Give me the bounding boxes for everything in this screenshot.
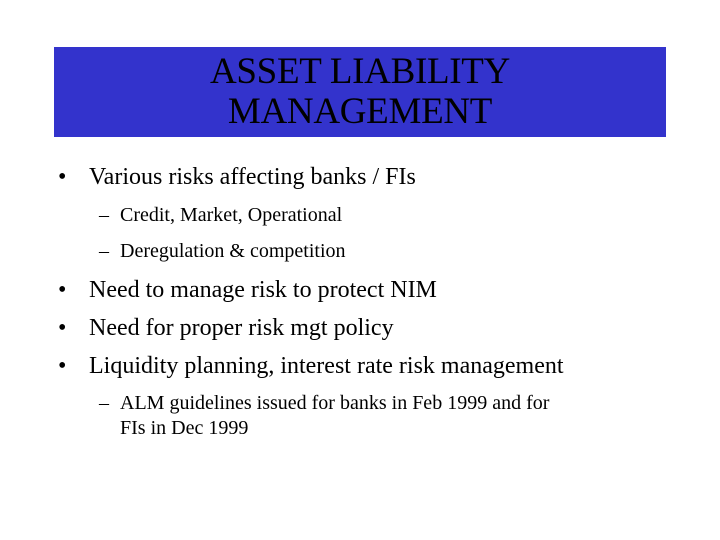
bullet-text: Need to manage risk to protect NIM: [89, 277, 437, 303]
bullet-text: Various risks affecting banks / FIs: [89, 164, 416, 190]
bullet-icon: •: [58, 277, 67, 303]
sub-bullet-text: Credit, Market, Operational: [120, 204, 343, 226]
slide-title-box: [54, 47, 666, 137]
bullet-icon: •: [58, 315, 67, 341]
sub-bullet-text: ALM guidelines issued for banks in Feb 1999 and for: [120, 392, 550, 414]
dash-icon: –: [99, 204, 109, 226]
slide-title-line-2: MANAGEMENT: [227, 91, 493, 132]
dash-icon: –: [99, 240, 109, 262]
slide-title-line-1: ASSET LIABILITY: [209, 51, 511, 92]
bullet-icon: •: [58, 353, 67, 379]
sub-bullet-text: FIs in Dec 1999: [120, 417, 249, 439]
bullet-text: Need for proper risk mgt policy: [89, 315, 394, 341]
sub-bullet-text: Deregulation & competition: [120, 240, 346, 262]
dash-icon: –: [99, 392, 109, 414]
bullet-text: Liquidity planning, interest rate risk management: [89, 353, 564, 379]
bullet-icon: •: [58, 164, 67, 190]
